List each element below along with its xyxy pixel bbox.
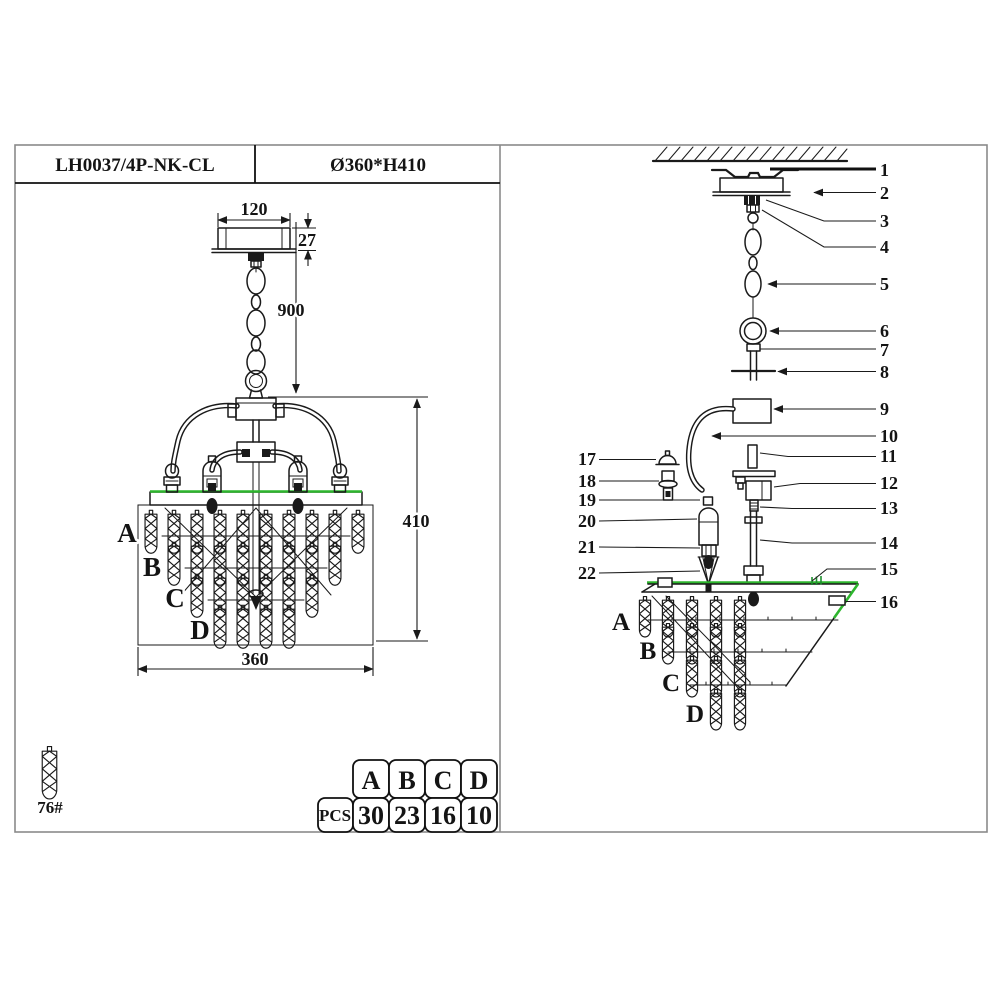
dimension-canopy-width — [218, 199, 290, 227]
part-label-15: 15 — [880, 559, 898, 579]
arm-exploded — [689, 409, 733, 490]
hanging-ring — [740, 318, 766, 344]
table-header-c: C — [433, 766, 453, 795]
lamp-holder-cap — [656, 451, 679, 465]
tier-label-d-right: D — [685, 701, 705, 728]
table-value-c: 16 — [430, 801, 456, 830]
part-label-14: 14 — [880, 533, 898, 553]
collar-loop — [747, 205, 759, 223]
threaded-stem — [747, 344, 760, 380]
table-value-d: 10 — [466, 801, 492, 830]
part-label-8: 8 — [880, 362, 889, 382]
canopy-drawing — [212, 228, 296, 267]
tier-label-a-left: A — [117, 518, 137, 548]
ceiling-hatch — [653, 147, 847, 161]
part-label-17: 17 — [578, 449, 596, 469]
part-label-12: 12 — [880, 473, 898, 493]
part-label-5: 5 — [880, 274, 889, 294]
tier-label-c-left: C — [165, 583, 185, 613]
crystal-tiers — [138, 505, 373, 648]
size-spec: Ø360*H410 — [329, 155, 427, 176]
sheet-frame — [15, 145, 987, 832]
part-label-2: 2 — [880, 183, 889, 203]
tier-label-d-left: D — [190, 615, 210, 645]
table-header-a: A — [361, 766, 381, 795]
socket-assembly — [733, 471, 775, 500]
table-header-b: B — [398, 766, 416, 795]
table-value-a: 30 — [358, 801, 384, 830]
chain-drawing — [246, 267, 267, 398]
crystal-sample — [37, 747, 63, 817]
tier-label-c-right: C — [661, 670, 681, 697]
exploded-view — [578, 147, 898, 730]
tier-label-a-right: A — [611, 609, 631, 636]
model-number: LH0037/4P-NK-CL — [55, 155, 215, 176]
part-label-16: 16 — [880, 592, 898, 612]
title-block — [15, 145, 500, 183]
dimension-body-diameter — [138, 647, 373, 676]
part-label-7: 7 — [880, 340, 889, 360]
part-label-11: 11 — [880, 446, 898, 466]
table-value-b: 23 — [394, 801, 420, 830]
part-label-4: 4 — [880, 237, 889, 257]
svg-text:900: 900 — [277, 300, 305, 320]
center-hub — [733, 399, 771, 423]
svg-text:360: 360 — [241, 649, 269, 669]
parts-count-table — [318, 760, 497, 832]
svg-text:410: 410 — [402, 511, 430, 531]
crystal-plate — [150, 492, 362, 506]
part-label-21: 21 — [578, 537, 596, 557]
part-label-13: 13 — [880, 498, 898, 518]
assembled-view — [37, 199, 497, 832]
part-label-18: 18 — [578, 471, 596, 491]
part-labels-left — [578, 449, 596, 583]
center-tube — [748, 445, 757, 468]
mounting-bracket — [712, 170, 798, 177]
part-label-10: 10 — [880, 426, 898, 446]
tier-label-b-left: B — [142, 552, 162, 582]
table-header-d: D — [469, 766, 489, 795]
part-label-22: 22 — [578, 563, 596, 583]
crystal-sample-label: 76# — [37, 798, 63, 817]
leader-lines — [599, 169, 876, 602]
threaded-nipple — [750, 500, 758, 511]
dimension-body-height — [376, 399, 430, 641]
part-label-19: 19 — [578, 490, 596, 510]
locking-nut — [744, 196, 760, 205]
part-label-9: 9 — [880, 399, 889, 419]
part-label-1: 1 — [880, 160, 889, 180]
chain-exploded — [745, 223, 761, 318]
canopy-exploded — [713, 178, 790, 196]
part-label-20: 20 — [578, 511, 596, 531]
lamp-holder-socket — [659, 471, 677, 500]
part-labels-right — [880, 160, 898, 612]
table-row-label: PCS — [318, 806, 352, 825]
frame-clip — [829, 596, 845, 605]
svg-text:120: 120 — [240, 199, 268, 219]
svg-text:27: 27 — [298, 230, 316, 250]
part-label-3: 3 — [880, 211, 889, 231]
part-label-6: 6 — [880, 321, 889, 341]
candle-sleeve-exploded — [698, 497, 719, 592]
tier-label-b-right: B — [639, 638, 657, 665]
